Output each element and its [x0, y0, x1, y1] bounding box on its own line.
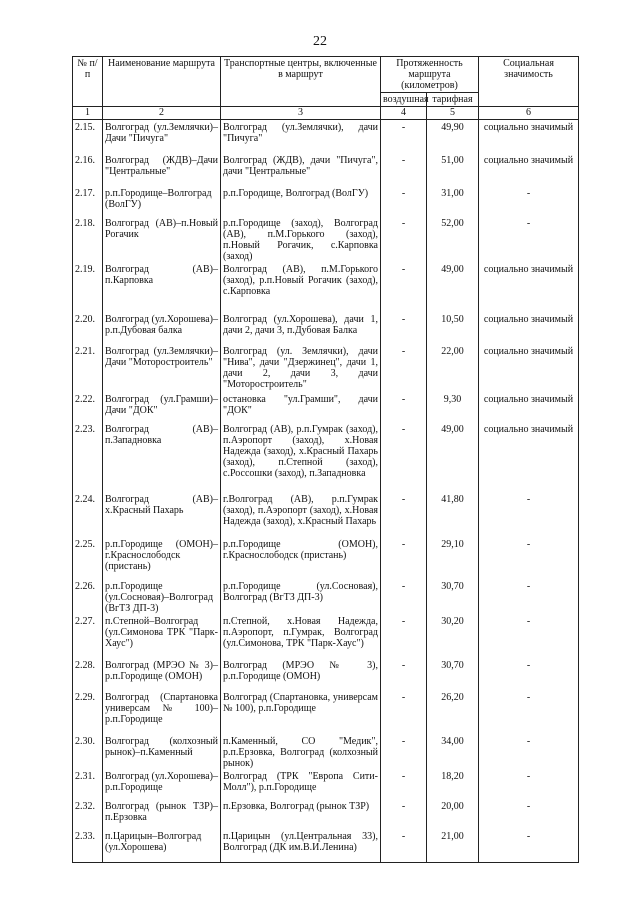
route-air-distance: - [381, 312, 427, 344]
header-num: № п/п [73, 57, 103, 107]
route-transport-centers: г.Волгоград (АВ), р.п.Гумрак (заход), п.Аэропорт (заход), х.Новая Надежда (заход), х.Красный Пахарь [221, 492, 381, 537]
route-name: Волгоград (ул.Хорошева)–р.п.Дубовая балка [103, 312, 221, 344]
route-transport-centers: р.п.Городище (ОМОН), г.Краснослободск (пристань) [221, 537, 381, 579]
route-tariff-distance: 31,00 [427, 186, 479, 216]
routes-table-body [73, 120, 579, 863]
route-air-distance: - [381, 153, 427, 186]
route-social-significance: - [479, 216, 579, 262]
route-social-significance: - [479, 799, 579, 829]
route-name: Волгоград (АВ)–х.Красный Пахарь [103, 492, 221, 537]
route-name: Волгоград (колхозный рынок)–п.Каменный [103, 734, 221, 769]
route-name: Волгоград (ул.Хорошева)–р.п.Городище [103, 769, 221, 799]
header-tariff: тарифная [427, 93, 479, 107]
route-tariff-distance: 52,00 [427, 216, 479, 262]
header-air: воздушная [381, 93, 427, 107]
header-name: Наименование маршрута [103, 57, 221, 107]
route-number: 2.30. [73, 734, 103, 769]
route-tariff-distance: 30,20 [427, 614, 479, 658]
table-row [73, 216, 579, 262]
page-number: 22 [313, 34, 327, 49]
route-social-significance: социально значимый [479, 392, 579, 422]
route-transport-centers: Волгоград (ТРК "Европа Сити-Молл"), р.п.Городище [221, 769, 381, 799]
route-name: Волгоград (Спартановка универсам № 100)–р.п.Городище [103, 690, 221, 734]
column-number: 5 [427, 107, 479, 120]
route-social-significance: - [479, 658, 579, 690]
table-row [73, 658, 579, 690]
table-row [73, 734, 579, 769]
route-tariff-distance: 30,70 [427, 579, 479, 614]
route-air-distance: - [381, 216, 427, 262]
route-air-distance: - [381, 799, 427, 829]
column-number: 4 [381, 107, 427, 120]
route-name: Волгоград (ул.Землячки)–Дачи "Пичуга" [103, 120, 221, 153]
route-air-distance: - [381, 829, 427, 863]
table-row [73, 614, 579, 658]
route-name: п.Царицын–Волгоград (ул.Хорошева) [103, 829, 221, 863]
route-number: 2.16. [73, 153, 103, 186]
route-air-distance: - [381, 537, 427, 579]
route-transport-centers: Волгоград (ул. Землячки), дачи "Нива", дачи "Дзержинец", дачи 1, дачи 2, дачи 3, дачи "Моторостроитель" [221, 344, 381, 392]
table-row [73, 690, 579, 734]
route-number: 2.28. [73, 658, 103, 690]
route-number: 2.15. [73, 120, 103, 153]
route-air-distance: - [381, 344, 427, 392]
table-row [73, 153, 579, 186]
route-tariff-distance: 18,20 [427, 769, 479, 799]
route-tariff-distance: 10,50 [427, 312, 479, 344]
route-number: 2.24. [73, 492, 103, 537]
route-social-significance: социально значимый [479, 312, 579, 344]
route-name: Волгоград (ЖДВ)–Дачи "Центральные" [103, 153, 221, 186]
route-air-distance: - [381, 422, 427, 492]
route-transport-centers: п.Царицын (ул.Центральная 33), Волгоград (ДК им.В.И.Ленина) [221, 829, 381, 863]
column-number: 6 [479, 107, 579, 120]
route-air-distance: - [381, 492, 427, 537]
route-transport-centers: п.Ерзовка, Волгоград (рынок ТЗР) [221, 799, 381, 829]
table-row [73, 492, 579, 537]
route-social-significance: социально значимый [479, 120, 579, 153]
table-row [73, 312, 579, 344]
table-row [73, 829, 579, 863]
route-air-distance: - [381, 579, 427, 614]
route-tariff-distance: 21,00 [427, 829, 479, 863]
route-tariff-distance: 49,00 [427, 422, 479, 492]
table-row [73, 799, 579, 829]
route-transport-centers: остановка "ул.Грамши", дачи "ДОК" [221, 392, 381, 422]
table-row [73, 344, 579, 392]
route-transport-centers: Волгоград (ул.Хорошева), дачи 1, дачи 2, дачи 3, п.Дубовая Балка [221, 312, 381, 344]
route-social-significance: социально значимый [479, 262, 579, 312]
route-transport-centers: Волгоград (МРЭО № 3), р.п.Городище (ОМОН) [221, 658, 381, 690]
route-transport-centers: п.Каменный, СО "Медик", р.п.Ерзовка, Волгоград (колхозный рынок) [221, 734, 381, 769]
route-air-distance: - [381, 734, 427, 769]
route-number: 2.26. [73, 579, 103, 614]
route-social-significance: - [479, 734, 579, 769]
route-tariff-distance: 22,00 [427, 344, 479, 392]
route-social-significance: - [479, 690, 579, 734]
route-tariff-distance: 9,30 [427, 392, 479, 422]
table-row [73, 262, 579, 312]
route-transport-centers: Волгоград (Спартановка, универсам № 100), р.п.Городище [221, 690, 381, 734]
route-number: 2.31. [73, 769, 103, 799]
route-name: Волгоград (АВ)–п.Западновка [103, 422, 221, 492]
route-name: р.п.Городище (ОМОН)–г.Краснослободск (пристань) [103, 537, 221, 579]
header-length: Протяженность маршрута (километров) [381, 57, 479, 93]
route-tariff-distance: 49,00 [427, 262, 479, 312]
route-transport-centers: Волгоград (ЖДВ), дачи "Пичуга", дачи "Центральные" [221, 153, 381, 186]
route-air-distance: - [381, 392, 427, 422]
route-air-distance: - [381, 658, 427, 690]
table-row [73, 392, 579, 422]
route-tariff-distance: 51,00 [427, 153, 479, 186]
route-number: 2.20. [73, 312, 103, 344]
route-name: Волгоград (АВ)–п.Карповка [103, 262, 221, 312]
route-transport-centers: Волгоград (АВ), р.п.Гумрак (заход), п.Аэропорт (заход), х.Новая Надежда (заход), х.Красный Пахарь (заход), п.Степной (заход), с.Россошки (заход), п.Западновка [221, 422, 381, 492]
header-centers: Транспортные центры, включенные в маршрут [221, 57, 381, 107]
route-air-distance: - [381, 769, 427, 799]
route-social-significance: - [479, 492, 579, 537]
route-name: Волгоград (ул.Грамши)–Дачи "ДОК" [103, 392, 221, 422]
route-social-significance: социально значимый [479, 344, 579, 392]
route-number: 2.29. [73, 690, 103, 734]
route-name: Волгоград (рынок ТЗР)–п.Ерзовка [103, 799, 221, 829]
route-name: р.п.Городище (ул.Сосновая)–Волгоград (ВгТЗ ДП-3) [103, 579, 221, 614]
route-social-significance: социально значимый [479, 153, 579, 186]
route-tariff-distance: 20,00 [427, 799, 479, 829]
table-row [73, 186, 579, 216]
route-air-distance: - [381, 690, 427, 734]
route-tariff-distance: 29,10 [427, 537, 479, 579]
route-social-significance: - [479, 769, 579, 799]
route-name: Волгоград (АВ)–п.Новый Рогачик [103, 216, 221, 262]
route-number: 2.17. [73, 186, 103, 216]
route-number: 2.33. [73, 829, 103, 863]
column-number: 2 [103, 107, 221, 120]
route-name: п.Степной–Волгоград (ул.Симонова ТРК "Парк-Хаус") [103, 614, 221, 658]
route-number: 2.27. [73, 614, 103, 658]
route-number: 2.22. [73, 392, 103, 422]
route-social-significance: - [479, 829, 579, 863]
table-row [73, 422, 579, 492]
route-number: 2.18. [73, 216, 103, 262]
route-transport-centers: п.Степной, х.Новая Надежда, п.Аэропорт, п.Гумрак, Волгоград (ул.Симонова, ТРК "Парк-Хаус") [221, 614, 381, 658]
route-air-distance: - [381, 614, 427, 658]
route-transport-centers: Волгоград (АВ), п.М.Горького (заход), р.п.Новый Рогачик (заход), с.Карповка [221, 262, 381, 312]
column-number: 1 [73, 107, 103, 120]
route-social-significance: - [479, 537, 579, 579]
route-tariff-distance: 41,80 [427, 492, 479, 537]
route-tariff-distance: 49,90 [427, 120, 479, 153]
route-social-significance: социально значимый [479, 422, 579, 492]
header-social: Социальная значимость [479, 57, 579, 107]
route-number: 2.21. [73, 344, 103, 392]
route-number: 2.32. [73, 799, 103, 829]
table-row [73, 769, 579, 799]
route-air-distance: - [381, 186, 427, 216]
route-social-significance: - [479, 579, 579, 614]
route-air-distance: - [381, 262, 427, 312]
route-transport-centers: р.п.Городище (заход), Волгоград (АВ), п.М.Горького (заход), п.Новый Рогачик, с.Карповка (заход) [221, 216, 381, 262]
route-social-significance: - [479, 186, 579, 216]
route-social-significance: - [479, 614, 579, 658]
route-transport-centers: р.п.Городище, Волгоград (ВолГУ) [221, 186, 381, 216]
table-row [73, 537, 579, 579]
routes-table [72, 56, 579, 863]
route-name: р.п.Городище–Волгоград (ВолГУ) [103, 186, 221, 216]
route-tariff-distance: 30,70 [427, 658, 479, 690]
route-tariff-distance: 34,00 [427, 734, 479, 769]
route-name: Волгоград (МРЭО № 3)–р.п.Городище (ОМОН) [103, 658, 221, 690]
route-transport-centers: Волгоград (ул.Землячки), дачи "Пичуга" [221, 120, 381, 153]
route-name: Волгоград (ул.Землячки)–Дачи "Моторостроитель" [103, 344, 221, 392]
route-number: 2.25. [73, 537, 103, 579]
route-air-distance: - [381, 120, 427, 153]
route-number: 2.23. [73, 422, 103, 492]
table-row [73, 120, 579, 153]
table-row [73, 579, 579, 614]
column-number: 3 [221, 107, 381, 120]
route-number: 2.19. [73, 262, 103, 312]
route-transport-centers: р.п.Городище (ул.Сосновая), Волгоград (ВгТЗ ДП-3) [221, 579, 381, 614]
route-tariff-distance: 26,20 [427, 690, 479, 734]
